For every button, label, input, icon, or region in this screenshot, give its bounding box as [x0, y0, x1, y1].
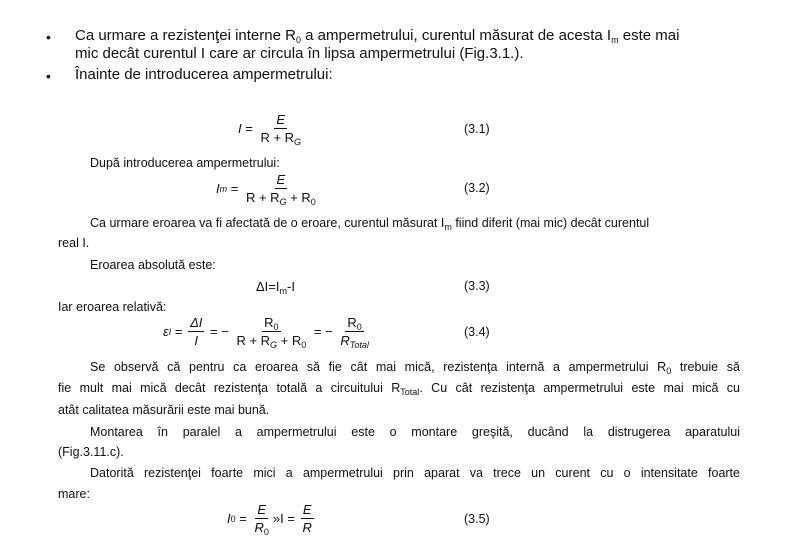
paragraph-label: După introducerea ampermetrului: [90, 156, 280, 170]
equation-number: (3.4) [464, 325, 490, 339]
paragraph-line: atât calitatea măsurării este mai bună. [58, 403, 270, 417]
equation-3-1: I = $\frac{E}{R + R_G}$ [238, 112, 302, 147]
paragraph-label: Iar eroarea relativă: [58, 300, 167, 314]
equation-3-2: I m = $\frac{E}{R + R_G + R_0}$ [216, 172, 316, 207]
fraction: $\frac{R_0}{R_{Total}}$ [340, 315, 369, 350]
equation-number: (3.1) [464, 122, 490, 136]
paragraph-label: Eroarea absolută este: [90, 258, 216, 272]
paragraph-line: Se observă că pentru ca eroarea să fie cât mai mică, rezistenţa internă a ampermetrului $R_0$ trebuie să [90, 360, 740, 376]
bullet-1-line-2: mic decât curentul I care ar circula în lipsa ampermetrului (Fig.3.1.). [75, 45, 524, 62]
fraction: $\frac{E}{R_0}$ [254, 502, 269, 537]
paragraph-line: Ca urmare eroarea va fi afectată de o eroare, curentul măsurat $I_m$ fiind diferit (mai mic) decât curentul [90, 216, 650, 232]
equation-number: (3.5) [464, 512, 490, 526]
fraction: $\frac{\Delta I}{I}$ [190, 315, 203, 348]
fraction: $\frac{E}{R + R_G + R_0}$ [245, 172, 316, 207]
fraction: $\frac{R_0}{R + R_G + R_0}$ [236, 315, 307, 350]
equation-number: (3.3) [464, 279, 490, 293]
paragraph-line: real I. [58, 236, 90, 250]
bullet-marker: • [46, 29, 51, 45]
bullet-1-line-1: Ca urmare a rezistenţei interne $R_0$ a ampermetrului, curentul măsurat de acesta $I_m$ este mai [75, 27, 680, 45]
equation-3-4: ε I = $\frac{\Delta I}{I}$ = − $\frac{R_0}{R + R_G + R_0}$ = − $\frac{R_0}{R_{Total}}$ [163, 315, 369, 350]
fraction: $\frac{E}{R + R_G}$ [260, 112, 302, 147]
equation-3-3: $\Delta I=I_m-I$ [256, 279, 295, 296]
bullet-marker: • [46, 68, 51, 84]
bullet-2: Înainte de introducerea ampermetrului: [75, 66, 333, 83]
paragraph-line: Datorită rezistenţei foarte mici a ampermetrului prin aparat va trece un curent cu o intensitate foarte [90, 466, 740, 480]
equation-3-5: I 0 = $\frac{E}{R_0}$ »I = $\frac{E}{R}$ [227, 502, 312, 537]
paragraph-line: (Fig.3.11.c). [58, 445, 124, 459]
equation-number: (3.2) [464, 181, 490, 195]
paragraph-line: Montarea în paralel a ampermetrului este o montare greşită, ducând la distrugerea aparatului [90, 425, 740, 439]
paragraph-line: fie mult mai mică decât rezistenţa totală a circuitului $R_{Total}$. Cu cât rezistenţa ampermetrului este mai mică cu [58, 381, 740, 397]
paragraph-line: mare: [58, 487, 90, 501]
fraction: $\frac{E}{R}$ [302, 502, 312, 535]
